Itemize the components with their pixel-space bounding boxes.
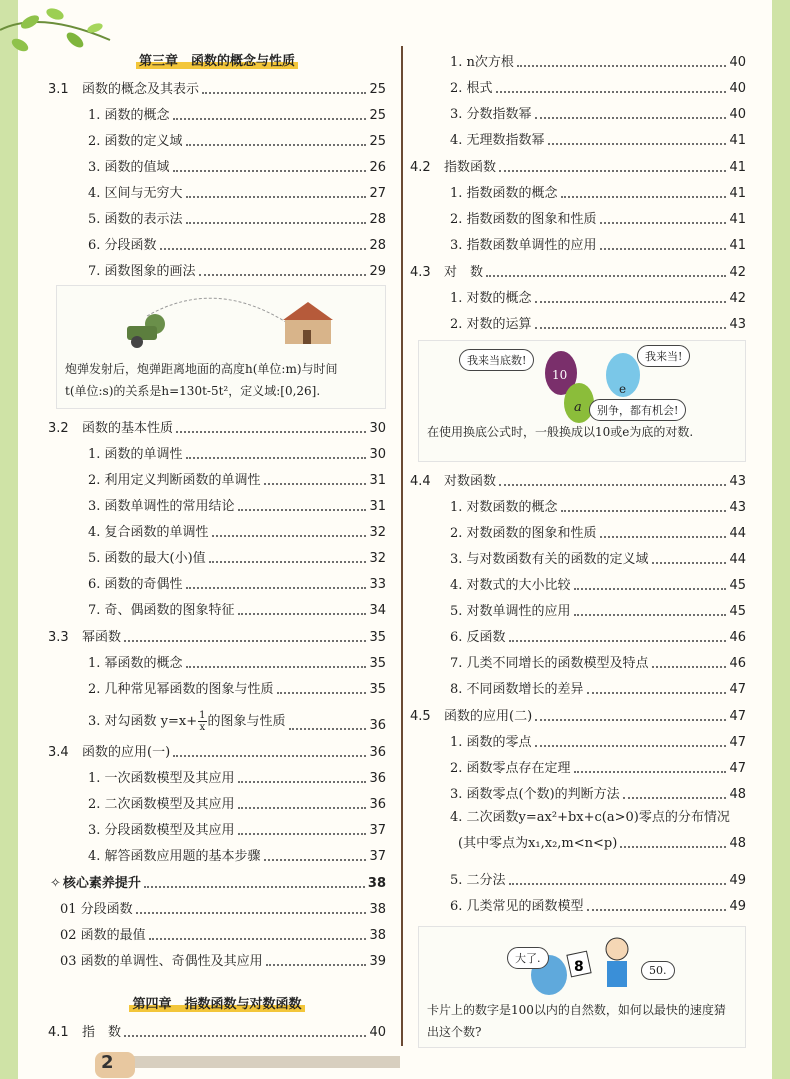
toc-item-title: 4. 复合函数的单调性 [88,525,209,540]
cannon-illustration [56,285,386,409]
toc-item-title: 2. 函数的定义域 [88,134,183,149]
toc-item-page: 41 [729,212,746,227]
toc-item-page: 39 [369,954,386,969]
toc-item-page: 31 [369,499,386,514]
toc-item-3-2-1[interactable] [48,436,386,462]
toc-item-3-1-3[interactable] [48,149,386,175]
core-items [48,891,386,969]
toc-item-4-4-2[interactable] [410,515,746,541]
toc-item-page: 40 [729,55,746,70]
eggs-illustration [418,340,746,462]
toc-item-title: 8. 不同函数增长的差异 [450,682,584,697]
toc-entry-3-2[interactable]: 3.2 函数的基本性质 30 [48,421,386,436]
toc-item-title: 2. 对数的运算 [450,317,532,332]
toc-item-page: 38 [369,928,386,943]
toc-item-4-3-1[interactable] [410,280,746,306]
toc-item-page: 47 [729,735,746,750]
toc-item-4-1-4[interactable] [410,122,746,148]
cannon-caption: 炮弹发射后，炮弹距离地面的高度h(单位:m)与时间 t(单位:s)的关系是h=130t-5t²，定义域:[0,26]. [65,362,338,398]
bubble-base: 我来当底数! [459,349,534,371]
toc-item-3-3-1[interactable] [48,645,386,671]
toc-item-page: 47 [729,682,746,697]
toc-item-title: 2. 对数函数的图象和性质 [450,526,597,541]
toc-item-page: 43 [729,317,746,332]
toc-item-3-4-2[interactable] [48,786,386,812]
toc-item-4-5-3[interactable] [410,776,746,802]
toc-item-page: 44 [729,526,746,541]
toc-item-title: 1. 对数函数的概念 [450,500,558,515]
toc-item-page: 27 [369,186,386,201]
toc-item-title: 6. 反函数 [450,630,506,645]
toc-item-3-1-7[interactable] [48,253,386,279]
toc-item-title: 5. 函数的表示法 [88,212,183,227]
toc-item-page: 44 [729,552,746,567]
toc-item-core-3[interactable] [48,943,386,969]
guess-picture [419,927,749,999]
toc-item-title: 02 函数的最值 [60,928,146,943]
toc-item-4-4-7[interactable] [410,645,746,671]
bubble-dont-fight: 别争，都有机会! [589,399,686,421]
toc-item-4-4-8[interactable] [410,671,746,697]
section-4-1-items [410,44,746,148]
toc-item-page: 49 [729,899,746,914]
toc-item-4-5-4[interactable]: 4. 二次函数y=ax²+bx+c(a>0)零点的分布情况 (其中零点为x₁,x₂,m<n<p) 48 [450,810,746,851]
section-4-5-items-b [410,862,746,914]
toc-item-page: 32 [369,551,386,566]
toc-item-title: 2. 几种常见幂函数的图象与性质 [88,682,274,697]
toc-item-page: 29 [369,264,386,279]
column-divider [401,46,403,1046]
toc-item-title: 1. 函数的零点 [450,735,532,750]
toc-item-4-1-1[interactable] [410,44,746,70]
toc-entry-4-1[interactable]: 4.1 指 数 40 [48,1025,386,1040]
bubble-too-big: 大了. [507,947,549,969]
toc-item-title: 1. 对数的概念 [450,291,532,306]
toc-item-4-5-1[interactable] [410,724,746,750]
toc-item-4-2-1[interactable] [410,175,746,201]
toc-item-title: 03 函数的单调性、奇偶性及其应用 [60,954,263,969]
toc-item-4-4-3[interactable] [410,541,746,567]
toc-item-title: 1. 一次函数模型及其应用 [88,771,235,786]
toc-item-title: 1. n次方根 [450,55,514,70]
toc-item-3-3-2[interactable] [48,671,386,697]
toc-item-4-4-4[interactable] [410,567,746,593]
toc-item-3-4-1[interactable] [48,760,386,786]
toc-item-page: 41 [729,186,746,201]
toc-item-4-2-2[interactable] [410,201,746,227]
section-4-5-items [410,724,746,802]
toc-item-3-4-4[interactable] [48,838,386,864]
toc-item-title: 01 分段函数 [60,902,133,917]
toc-item-title: 3. 函数单调性的常用结论 [88,499,235,514]
toc-item-page: 35 [369,656,386,671]
toc-item-page: 38 [369,902,386,917]
toc-item-page: 46 [729,630,746,645]
toc-item-page: 32 [369,525,386,540]
section-4-4-items [410,489,746,697]
toc-item-page: 36 [369,797,386,812]
toc-item-3-2-7[interactable] [48,592,386,618]
toc-item-4-3-2[interactable] [410,306,746,332]
toc-item-page: 33 [369,577,386,592]
toc-entry-3-1[interactable]: 3.1 函数的概念及其表示 25 [48,82,386,97]
toc-entry-3-3[interactable]: 3.3 幂函数 35 [48,630,386,645]
toc-entry-4-4[interactable]: 4.4 对数函数 43 [410,474,746,489]
toc-item-4-1-3[interactable] [410,96,746,122]
egg-10-label: 10 [552,368,568,382]
toc-entry-4-2[interactable]: 4.2 指数函数 41 [410,160,746,175]
toc-entry-3-4[interactable]: 3.4 函数的应用(一) 36 [48,745,386,760]
toc-item-title: 4. 对数式的大小比较 [450,578,571,593]
toc-item-page: 36 [369,771,386,786]
toc-item-title: 5. 二分法 [450,873,506,888]
toc-item-title: 1. 函数的概念 [88,108,170,123]
toc-item-title: 2. 函数零点存在定理 [450,761,571,776]
toc-item-page: 25 [369,108,386,123]
toc-item-page: 26 [369,160,386,175]
toc-item-page: 28 [369,238,386,253]
toc-item-page: 43 [729,500,746,515]
toc-item-page: 41 [729,133,746,148]
toc-item-title: 3. 分数指数幂 [450,107,532,122]
toc-item-page: 25 [369,134,386,149]
toc-item-title: 6. 函数的奇偶性 [88,577,183,592]
toc-item-3-2-5[interactable] [48,540,386,566]
toc-item-title: 1. 函数的单调性 [88,447,183,462]
toc-item-page: 35 [369,682,386,697]
guess-illustration [418,926,746,1048]
toc-item-3-2-4[interactable] [48,514,386,540]
toc-item-4-2-3[interactable] [410,227,746,253]
toc-item-4-4-1[interactable] [410,489,746,515]
cannon-picture [57,286,387,354]
chapter-4-title: 第四章 指数函数与对数函数 [48,969,386,1013]
toc-item-title: 2. 二次函数模型及其应用 [88,797,235,812]
footer-bar [100,1056,400,1068]
toc-entry-core[interactable]: ✧ 核心素养提升 38 [50,876,386,891]
toc-item-page: 47 [729,761,746,776]
egg-e-label: e [619,382,627,396]
toc-item-4-1-2[interactable] [410,70,746,96]
toc-item-title: 2. 指数函数的图象和性质 [450,212,597,227]
toc-item-3-3-3[interactable]: 3. 对勾函数 y=x+ $\frac{1}{x}$ 的图象与性质 36 [88,710,386,733]
toc-item-page: 40 [729,81,746,96]
toc-item-title: 3. 分段函数模型及其应用 [88,823,235,838]
toc-item-title: 2. 根式 [450,81,493,96]
section-3-2-items [48,436,386,618]
toc-item-title: 3. 函数零点(个数)的判断方法 [450,787,620,802]
card-number: 8 [574,959,584,975]
toc-item-core-1[interactable] [48,891,386,917]
toc-item-page: 45 [729,604,746,619]
toc-item-4-5b-1[interactable] [410,862,746,888]
toc-item-page: 40 [729,107,746,122]
toc-item-title: 4. 区间与无穷大 [88,186,183,201]
toc-item-page: 37 [369,849,386,864]
toc-item-page: 31 [369,473,386,488]
toc-item-core-2[interactable] [48,917,386,943]
toc-item-title: 4. 无理数指数幂 [450,133,545,148]
toc-item-page: 48 [729,787,746,802]
toc-entry-4-5[interactable]: 4.5 函数的应用(二) 47 [410,709,746,724]
toc-item-3-1-6[interactable] [48,227,386,253]
toc-item-3-4-3[interactable] [48,812,386,838]
section-3-3-items [48,645,386,697]
toc-item-3-1-5[interactable] [48,201,386,227]
toc-item-4-4-5[interactable] [410,593,746,619]
toc-item-page: 37 [369,823,386,838]
toc-item-3-1-4[interactable] [48,175,386,201]
toc-item-3-2-6[interactable] [48,566,386,592]
eggs-caption: 在使用换底公式时，一般换成以10或e为底的对数. [427,425,694,439]
toc-item-page: 45 [729,578,746,593]
bubble-me: 我来当! [637,345,690,367]
toc-item-4-4-6[interactable] [410,619,746,645]
toc-entry-4-3[interactable]: 4.3 对 数 42 [410,265,746,280]
toc-item-page: 30 [369,447,386,462]
bubble-fifty: 50. [641,961,675,980]
toc-item-title: 1. 指数函数的概念 [450,186,558,201]
toc-right-column [410,44,746,1048]
toc-left-column [48,40,386,1040]
toc-item-title: 3. 函数的值域 [88,160,170,175]
toc-item-title: 4. 解答函数应用题的基本步骤 [88,849,261,864]
toc-item-page: 46 [729,656,746,671]
toc-item-title: 6. 分段函数 [88,238,157,253]
toc-item-page: 28 [369,212,386,227]
toc-item-title: 7. 函数图象的画法 [88,264,196,279]
toc-item-4-5b-2[interactable] [410,888,746,914]
guess-caption: 卡片上的数字是100以内的自然数，如何以最快的速度猜 出这个数? [427,1003,726,1039]
toc-item-page: 49 [729,873,746,888]
egg-a-label: a [574,400,582,415]
toc-item-title: 3. 指数函数单调性的应用 [450,238,597,253]
toc-item-page: 34 [369,603,386,618]
toc-item-page: 41 [729,238,746,253]
toc-item-3-2-2[interactable] [48,462,386,488]
section-3-1-items [48,97,386,279]
toc-item-title: 7. 几类不同增长的函数模型及特点 [450,656,649,671]
toc-item-3-1-2[interactable] [48,123,386,149]
chapter-3-title: 第三章 函数的概念与性质 [48,40,386,70]
toc-item-page: 42 [729,291,746,306]
toc-item-title: 1. 幂函数的概念 [88,656,183,671]
toc-item-3-1-1[interactable] [48,97,386,123]
toc-item-title: 6. 几类常见的函数模型 [450,899,584,914]
toc-item-title: 2. 利用定义判断函数的单调性 [88,473,261,488]
toc-item-3-2-3[interactable] [48,488,386,514]
toc-item-4-5-2[interactable] [410,750,746,776]
toc-item-title: 3. 与对数函数有关的函数的定义域 [450,552,649,567]
section-4-2-items [410,175,746,253]
section-3-4-items [48,760,386,864]
page-number: 2 [95,1052,135,1078]
section-4-3-items [410,280,746,332]
toc-item-title: 7. 奇、偶函数的图象特征 [88,603,235,618]
toc-item-title: 5. 对数单调性的应用 [450,604,571,619]
toc-item-title: 5. 函数的最大(小)值 [88,551,206,566]
